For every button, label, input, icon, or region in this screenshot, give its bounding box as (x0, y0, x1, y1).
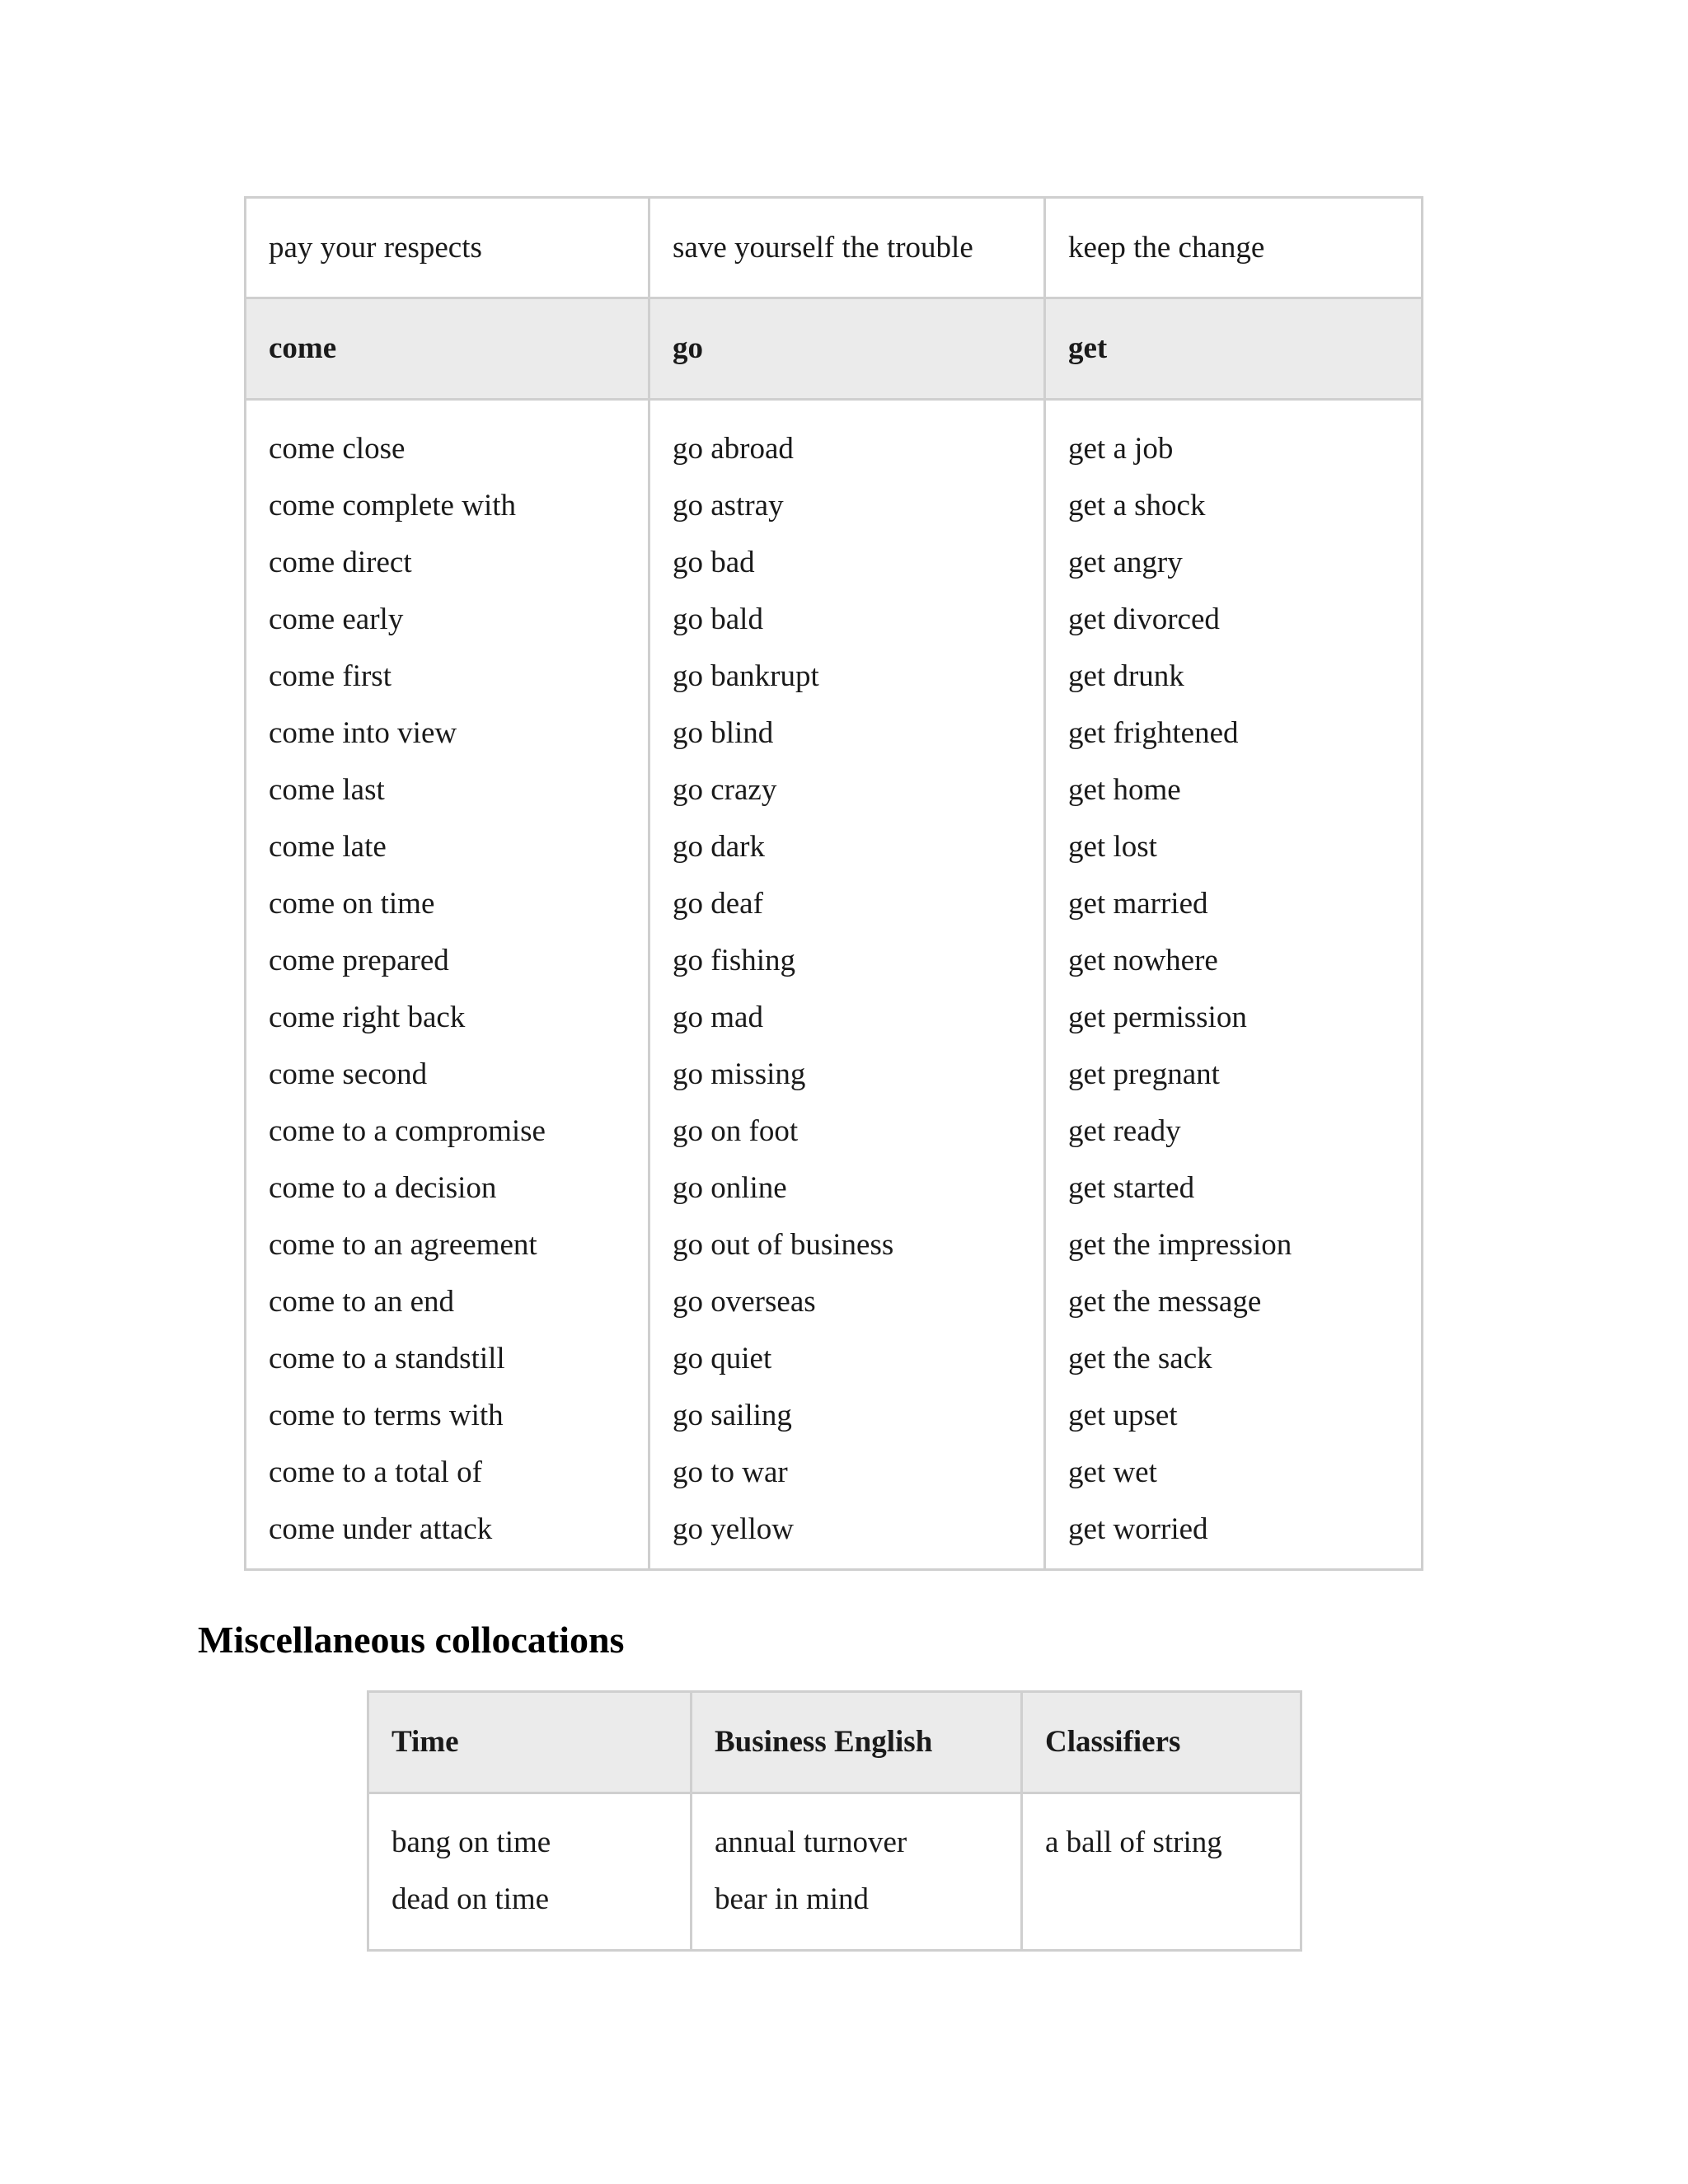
column-header-business-english: Business English (692, 1692, 1022, 1793)
table-cell: keep the change (1045, 198, 1423, 298)
list-item: go blind (673, 716, 774, 750)
table-cell-go-list (649, 400, 1045, 1570)
list-item: go sailing (673, 1399, 792, 1432)
list-item: go bald (673, 602, 763, 636)
table-cell-come-list (246, 400, 649, 1570)
list-item: get started (1068, 1171, 1195, 1205)
list-item: get ready (1068, 1114, 1181, 1148)
collocation-list (1068, 420, 1421, 1558)
list-item: a ball of string (1045, 1825, 1222, 1859)
list-item: come to an end (269, 1285, 454, 1319)
table-cell: pay your respects (246, 198, 649, 298)
list-item: come second (269, 1057, 428, 1091)
list-item: come first (269, 659, 392, 693)
list-item: come to terms with (269, 1399, 504, 1432)
list-item: get worried (1068, 1512, 1208, 1546)
list-item: get permission (1068, 1001, 1247, 1034)
list-item: come on time (269, 887, 435, 921)
list-item: dead on time (392, 1882, 550, 1916)
table-cell-classifiers-list (1022, 1793, 1301, 1951)
list-item: get lost (1068, 830, 1157, 864)
list-item: go yellow (673, 1512, 794, 1546)
list-item: get the message (1068, 1285, 1262, 1319)
list-item: come to a standstill (269, 1342, 505, 1376)
list-item: get the impression (1068, 1228, 1292, 1262)
column-header-classifiers: Classifiers (1022, 1692, 1301, 1793)
list-item: come prepared (269, 944, 449, 977)
list-item: go bad (673, 546, 755, 579)
list-item: come close (269, 432, 406, 466)
column-header-go: go (649, 298, 1045, 400)
list-item: bang on time (392, 1825, 551, 1859)
list-item: come under attack (269, 1512, 493, 1546)
list-item: get wet (1068, 1455, 1157, 1489)
list-item: come right back (269, 1001, 466, 1034)
list-item: go out of business (673, 1228, 894, 1262)
list-item: get angry (1068, 546, 1183, 579)
list-item: get a shock (1068, 489, 1206, 523)
table-cell: save yourself the trouble (649, 198, 1045, 298)
list-item: come early (269, 602, 404, 636)
list-item: come complete with (269, 489, 517, 523)
table-header-row (368, 1692, 1301, 1793)
list-item: get upset (1068, 1399, 1178, 1432)
column-header-time: Time (368, 1692, 692, 1793)
list-item: get divorced (1068, 602, 1220, 636)
table-row (368, 1793, 1301, 1951)
list-item: go on foot (673, 1114, 799, 1148)
column-header-get: get (1045, 298, 1423, 400)
list-item: come to an agreement (269, 1228, 537, 1262)
collocation-list (269, 420, 648, 1558)
list-item: come to a total of (269, 1455, 482, 1489)
list-item: go overseas (673, 1285, 816, 1319)
list-item: go crazy (673, 773, 777, 807)
list-item: go abroad (673, 432, 794, 466)
table-row (246, 198, 1423, 298)
collocation-list (715, 1814, 1020, 1928)
collocations-table-miscellaneous (367, 1690, 1302, 1952)
list-item: go online (673, 1171, 787, 1205)
list-item: come late (269, 830, 387, 864)
column-header-come: come (246, 298, 649, 400)
list-item: go quiet (673, 1342, 772, 1376)
list-item: get a job (1068, 432, 1174, 466)
list-item: go mad (673, 1001, 763, 1034)
list-item: get drunk (1068, 659, 1184, 693)
list-item: go dark (673, 830, 765, 864)
list-item: come last (269, 773, 385, 807)
table-row (246, 400, 1423, 1570)
section-heading: Miscellaneous collocations (198, 1619, 625, 1661)
collocations-table-verbs (244, 196, 1423, 1571)
list-item: go missing (673, 1057, 806, 1091)
table-cell-business-list (692, 1793, 1022, 1951)
list-item: get married (1068, 887, 1208, 921)
list-item: get the sack (1068, 1342, 1212, 1376)
list-item: bear in mind (715, 1882, 870, 1916)
list-item: get home (1068, 773, 1181, 807)
table-cell-time-list (368, 1793, 692, 1951)
list-item: come to a compromise (269, 1114, 546, 1148)
list-item: go fishing (673, 944, 796, 977)
list-item: get nowhere (1068, 944, 1218, 977)
list-item: come to a decision (269, 1171, 497, 1205)
list-item: go astray (673, 489, 784, 523)
table-header-row (246, 298, 1423, 400)
list-item: go bankrupt (673, 659, 819, 693)
list-item: come into view (269, 716, 457, 750)
list-item: go to war (673, 1455, 788, 1489)
list-item: get pregnant (1068, 1057, 1220, 1091)
list-item: get frightened (1068, 716, 1239, 750)
collocation-list (673, 420, 1043, 1558)
list-item: annual turnover (715, 1825, 907, 1859)
list-item: go deaf (673, 887, 763, 921)
collocation-list (392, 1814, 690, 1928)
list-item: come direct (269, 546, 412, 579)
table-cell-get-list (1045, 400, 1423, 1570)
collocation-list (1045, 1814, 1300, 1871)
